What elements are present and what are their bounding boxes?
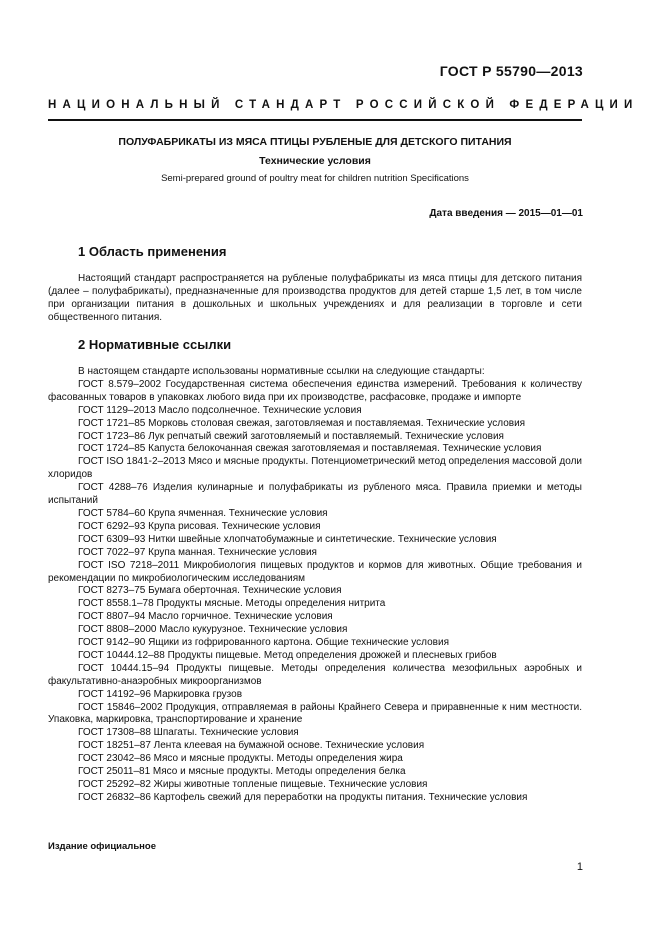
reference-item: ГОСТ 6309–93 Нитки швейные хлопчатобумажные и синтетические. Технические условия (78, 533, 497, 545)
reference-item: ГОСТ 1129–2013 Масло подсолнечное. Технические условия (78, 404, 362, 416)
reference-item: ГОСТ 8273–75 Бумага оберточная. Технические условия (78, 585, 342, 597)
document-number: ГОСТ Р 55790—2013 (439, 63, 583, 79)
reference-item: ГОСТ 17308–88 Шпагаты. Технические условия (78, 727, 299, 739)
reference-item: ГОСТ 1724–85 Капуста белокочанная свежая заготовляемая и поставляемая. Технические условия (78, 443, 542, 455)
reference-item: ГОСТ 1723–86 Лук репчатый свежий заготовляемый и поставляемый. Технические условия (78, 430, 504, 442)
reference-item: ГОСТ 15846–2002 Продукция, отправляемая в районы Крайнего Севера и приравненные к ним местности. Упаковка, маркировка, транспортирование и хранение (48, 701, 582, 726)
reference-item: ГОСТ 5784–60 Крупа ячменная. Технические условия (78, 507, 328, 519)
official-edition-note: Издание официальное (48, 841, 156, 852)
header-divider (48, 119, 582, 121)
reference-item: ГОСТ ISO 1841-2–2013 Мясо и мясные продукты. Потенциометрический метод определения массовой доли хлоридов (48, 456, 582, 481)
reference-item: ГОСТ ISO 7218–2011 Микробиология пищевых продуктов и кормов для животных. Общие требования и рекомендации по микробиологическим исследованиям (48, 559, 582, 584)
reference-item: ГОСТ 7022–97 Крупа манная. Технические условия (78, 546, 317, 558)
english-title: Semi-prepared ground of poultry meat for children nutrition Specifications (161, 173, 469, 184)
national-standard-banner: НАЦИОНАЛЬНЫЙ СТАНДАРТ РОССИЙСКОЙ ФЕДЕРАЦИИ (48, 99, 639, 111)
reference-intro: В настоящем стандарте использованы нормативные ссылки на следующие стандарты: (78, 366, 485, 377)
section-1-heading: 1 Область применения (78, 244, 227, 259)
reference-item: ГОСТ 23042–86 Мясо и мясные продукты. Методы определения жира (78, 753, 403, 765)
reference-item: ГОСТ 10444.15–94 Продукты пищевые. Методы определения количества мезофильных аэробных и факультативно-анаэробных микроорганизмов (48, 662, 582, 687)
reference-item: ГОСТ 4288–76 Изделия кулинарные и полуфабрикаты из рубленого мяса. Правила приемки и методы испытаний (48, 482, 582, 507)
section-1-body (48, 272, 582, 324)
reference-item: ГОСТ 8558.1–78 Продукты мясные. Методы определения нитрита (78, 598, 386, 610)
introduction-date: Дата введения — 2015—01—01 (429, 208, 583, 219)
reference-item: ГОСТ 10444.12–88 Продукты пищевые. Метод определения дрожжей и плесневых грибов (78, 649, 497, 661)
reference-item: ГОСТ 26832–86 Картофель свежий для переработки на продукты питания. Технические условия (78, 791, 528, 803)
reference-item: ГОСТ 8.579–2002 Государственная система обеспечения единства измерений. Требования к количеству фасованных товаров в упаковках любого вида при их производстве, расфасовке, продаже и импорте (48, 378, 582, 403)
reference-item: ГОСТ 8807–94 Масло горчичное. Технические условия (78, 611, 333, 623)
section-1-paragraph: Настоящий стандарт распространяется на рубленые полуфабрикаты из мяса птицы для детского питания (далее – полуфабрикаты), предназначенные для производства продуктов для детей старше 1,5 лет, в том числе при организации питания в дошкольных и школьных учреждениях и для реализации в торговле и сети общественного питания. (48, 273, 582, 323)
section-2-heading: 2 Нормативные ссылки (78, 337, 232, 352)
reference-item: ГОСТ 25011–81 Мясо и мясные продукты. Методы определения белка (78, 766, 406, 778)
reference-item: ГОСТ 8808–2000 Масло кукурузное. Технические условия (78, 624, 348, 636)
document-subtitle: Технические условия (259, 155, 371, 167)
reference-item: ГОСТ 14192–96 Маркировка грузов (78, 688, 243, 700)
reference-item: ГОСТ 1721–85 Морковь столовая свежая, заготовляемая и поставляемая. Технические условия (78, 417, 526, 429)
reference-item: ГОСТ 18251–87 Лента клеевая на бумажной основе. Технические условия (78, 740, 425, 752)
reference-item: ГОСТ 9142–90 Ящики из гофрированного картона. Общие технические условия (78, 637, 449, 649)
reference-item: ГОСТ 6292–93 Крупа рисовая. Технические условия (78, 520, 321, 532)
document-title: ПОЛУФАБРИКАТЫ ИЗ МЯСА ПТИЦЫ РУБЛЕНЫЕ ДЛЯ ДЕТСКОГО ПИТАНИЯ (118, 136, 512, 148)
reference-item: ГОСТ 25292–82 Жиры животные топленые пищевые. Технические условия (78, 779, 428, 790)
page-number: 1 (576, 861, 583, 873)
normative-references-list (48, 366, 582, 805)
